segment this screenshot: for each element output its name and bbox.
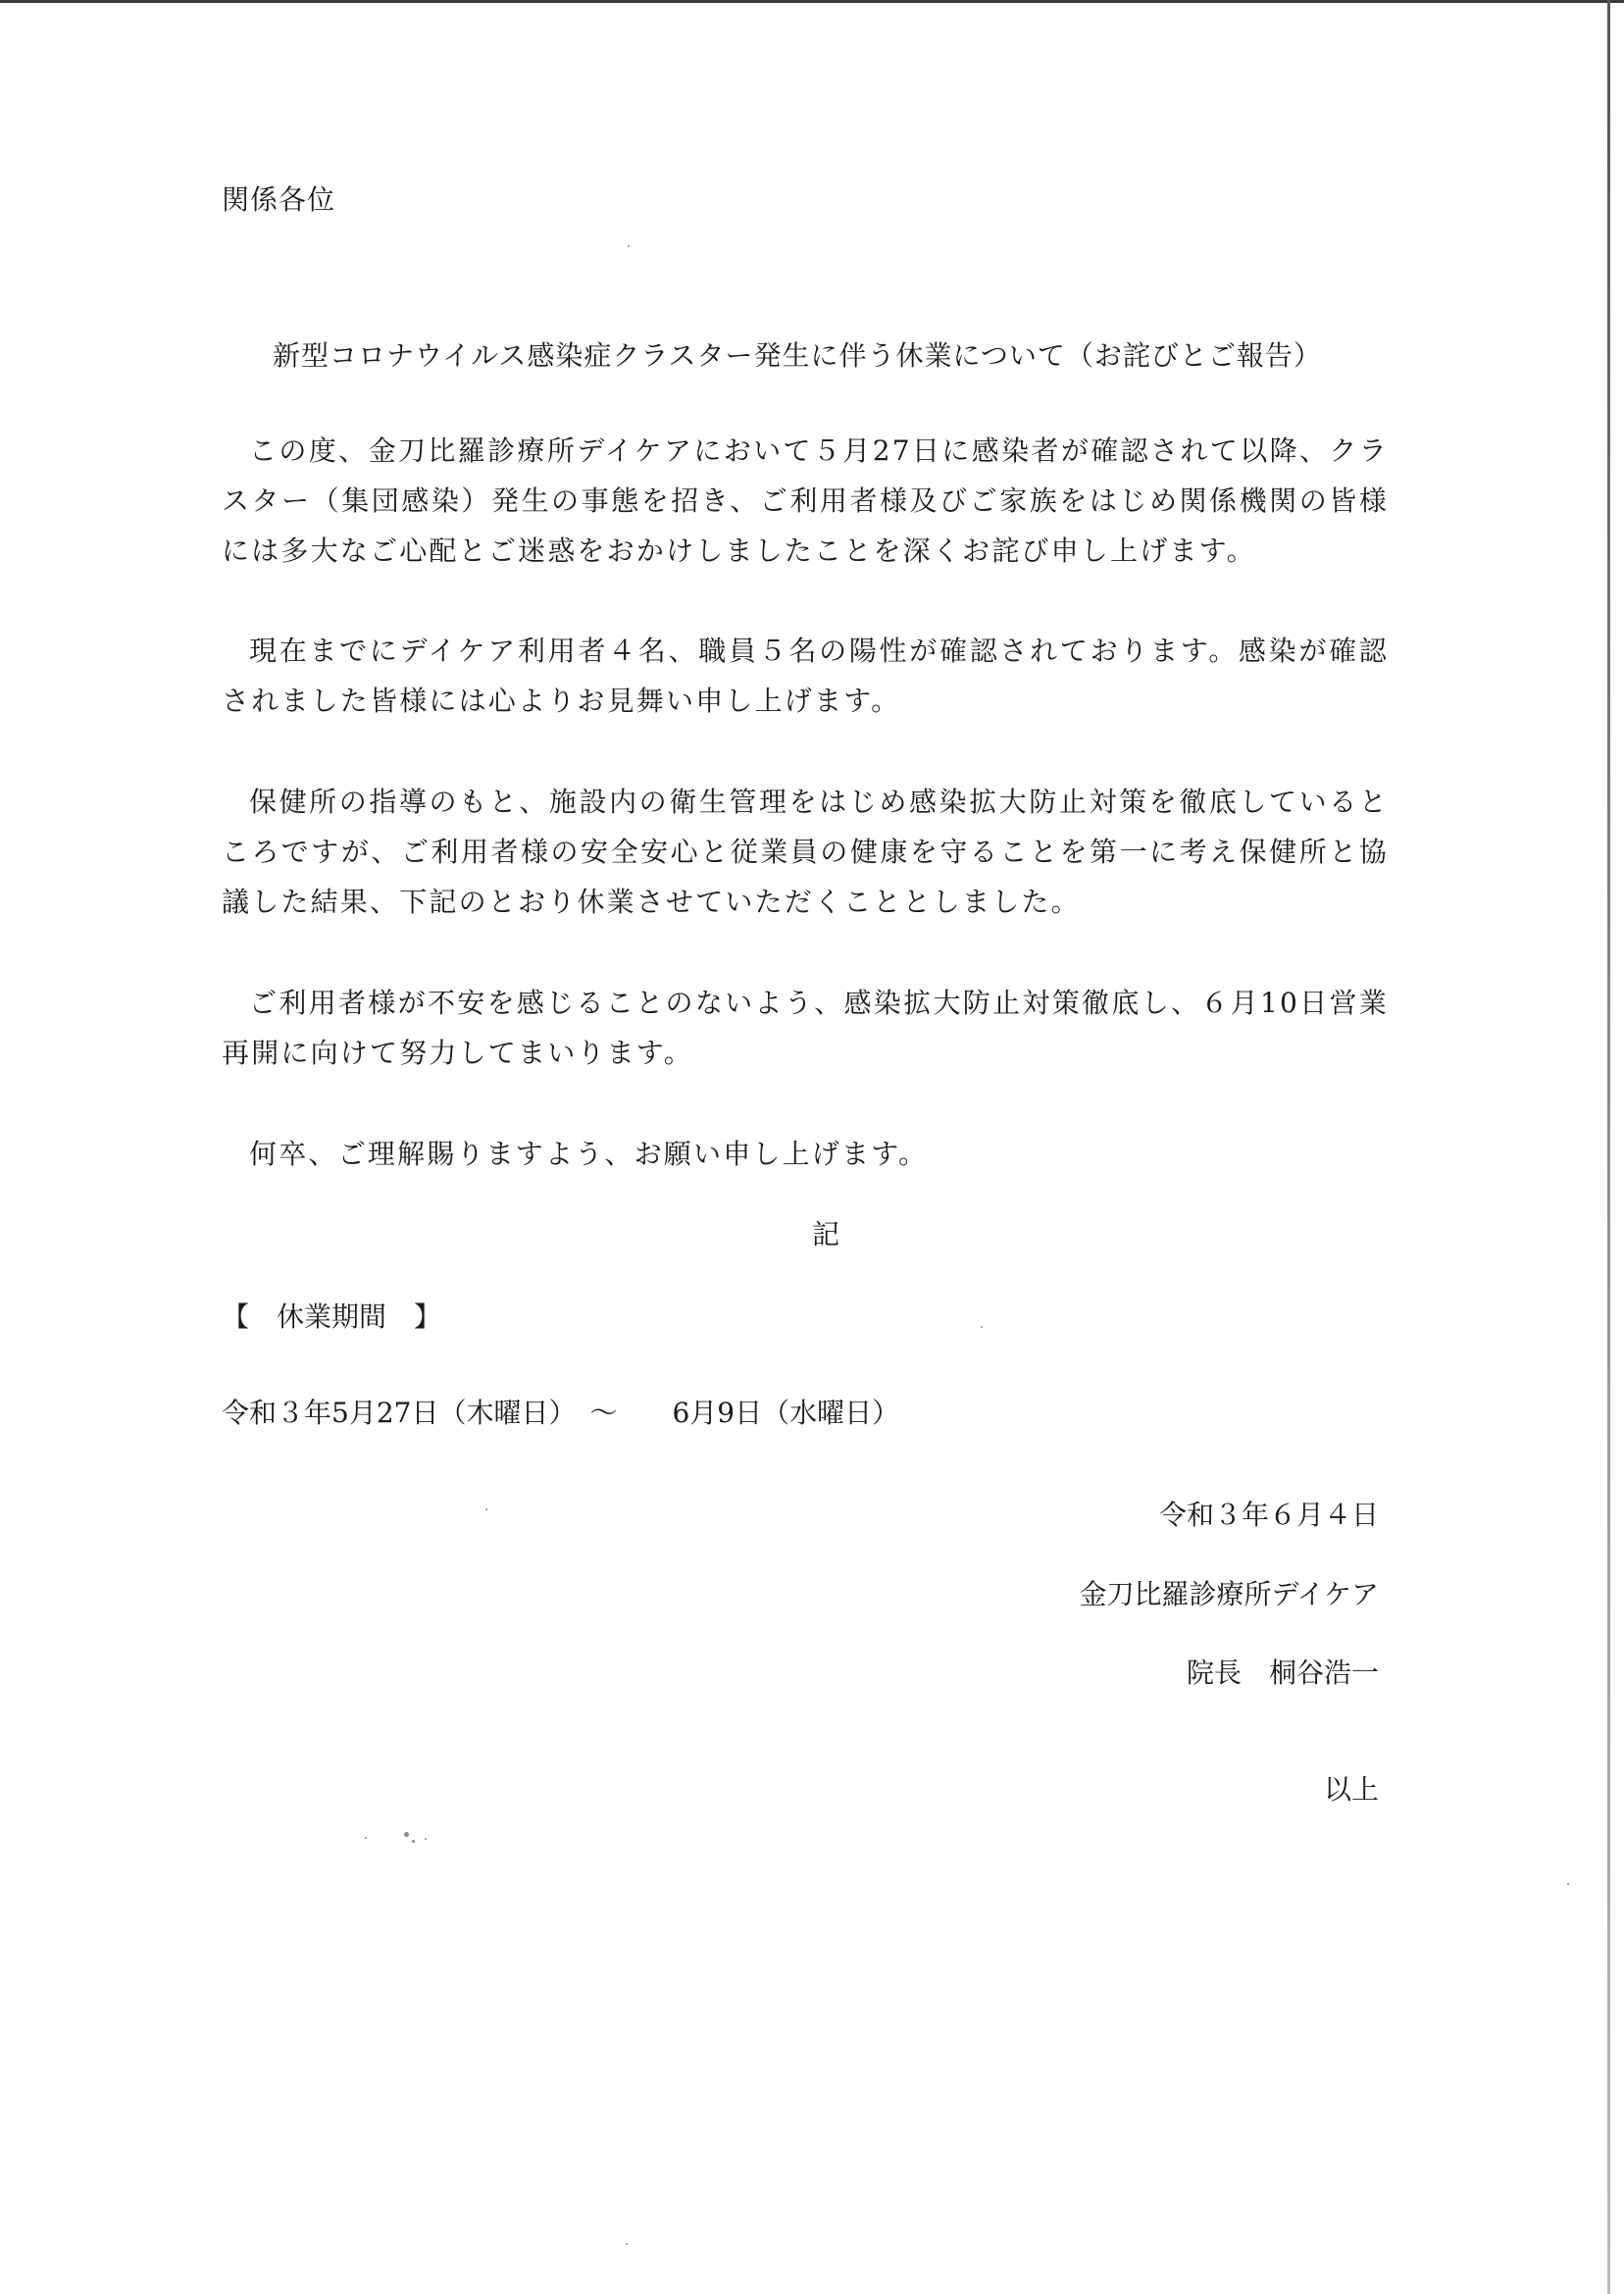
paragraph-reopening: ご利用者様が不安を感じることのないよう、感染拡大防止対策徹底し、６月10日営業再開に向けて努力してまいります。 <box>222 987 1389 1069</box>
scan-speck <box>485 1508 487 1510</box>
signer-name: 院長 桐谷浩一 <box>1186 1657 1379 1689</box>
document-title: 新型コロナウイルス感染症クラスター発生に伴う休業について（お詫びとご報告） <box>273 339 1322 372</box>
scan-edge-top <box>0 0 1624 3</box>
scan-speck <box>981 1326 983 1328</box>
scan-speck <box>626 2243 628 2245</box>
signature-block <box>222 1492 1389 1697</box>
scan-edge-right <box>1607 0 1610 2294</box>
scan-speck <box>1567 1883 1569 1885</box>
scan-speck <box>365 1837 367 1839</box>
scan-speck <box>628 245 630 247</box>
notice-document <box>222 177 1389 1841</box>
scan-speck <box>404 1832 409 1837</box>
closing-mark: 以上 <box>1323 1773 1379 1806</box>
organization-name: 金刀比羅診療所デイケア <box>1079 1578 1379 1610</box>
scan-speck <box>425 1838 427 1840</box>
paragraph-apology: この度、金刀比羅診療所デイケアにおいて５月27日に感染者が確認されて以降、クラスター（集団感染）発生の事態を招き、ご利用者様及びご家族をはじめ関係機関の皆様には多大なご心配とご迷惑をおかけしましたことを深くお詫び申し上げます。 <box>222 434 1389 567</box>
issue-date: 令和３年６月４日 <box>1158 1499 1379 1531</box>
paragraph-request: 何卒、ご理解賜りますよう、お願い申し上げます。 <box>249 1138 929 1170</box>
closure-period: 令和３年5月27日（木曜日） ～ 6月9日（水曜日） <box>222 1397 900 1429</box>
paragraph-status: 現在までにデイケア利用者４名、職員５名の陽性が確認されております。感染が確認されました皆様には心よりお見舞い申し上げます。 <box>222 635 1389 717</box>
closure-period-heading: 【 休業期間 】 <box>222 1300 442 1333</box>
addressee: 関係各位 <box>222 183 336 216</box>
scan-speck <box>412 1840 415 1843</box>
paragraph-measures: 保健所の指導のもと、施設内の衛生管理をはじめ感染拡大防止対策を徹底しているところですが、ご利用者様の安全安心と従業員の健康を守ることを第一に考え保健所と協議した結果、下記のとおり休業させていただくこととしました。 <box>222 786 1389 918</box>
ki-heading: 記 <box>811 1218 839 1250</box>
